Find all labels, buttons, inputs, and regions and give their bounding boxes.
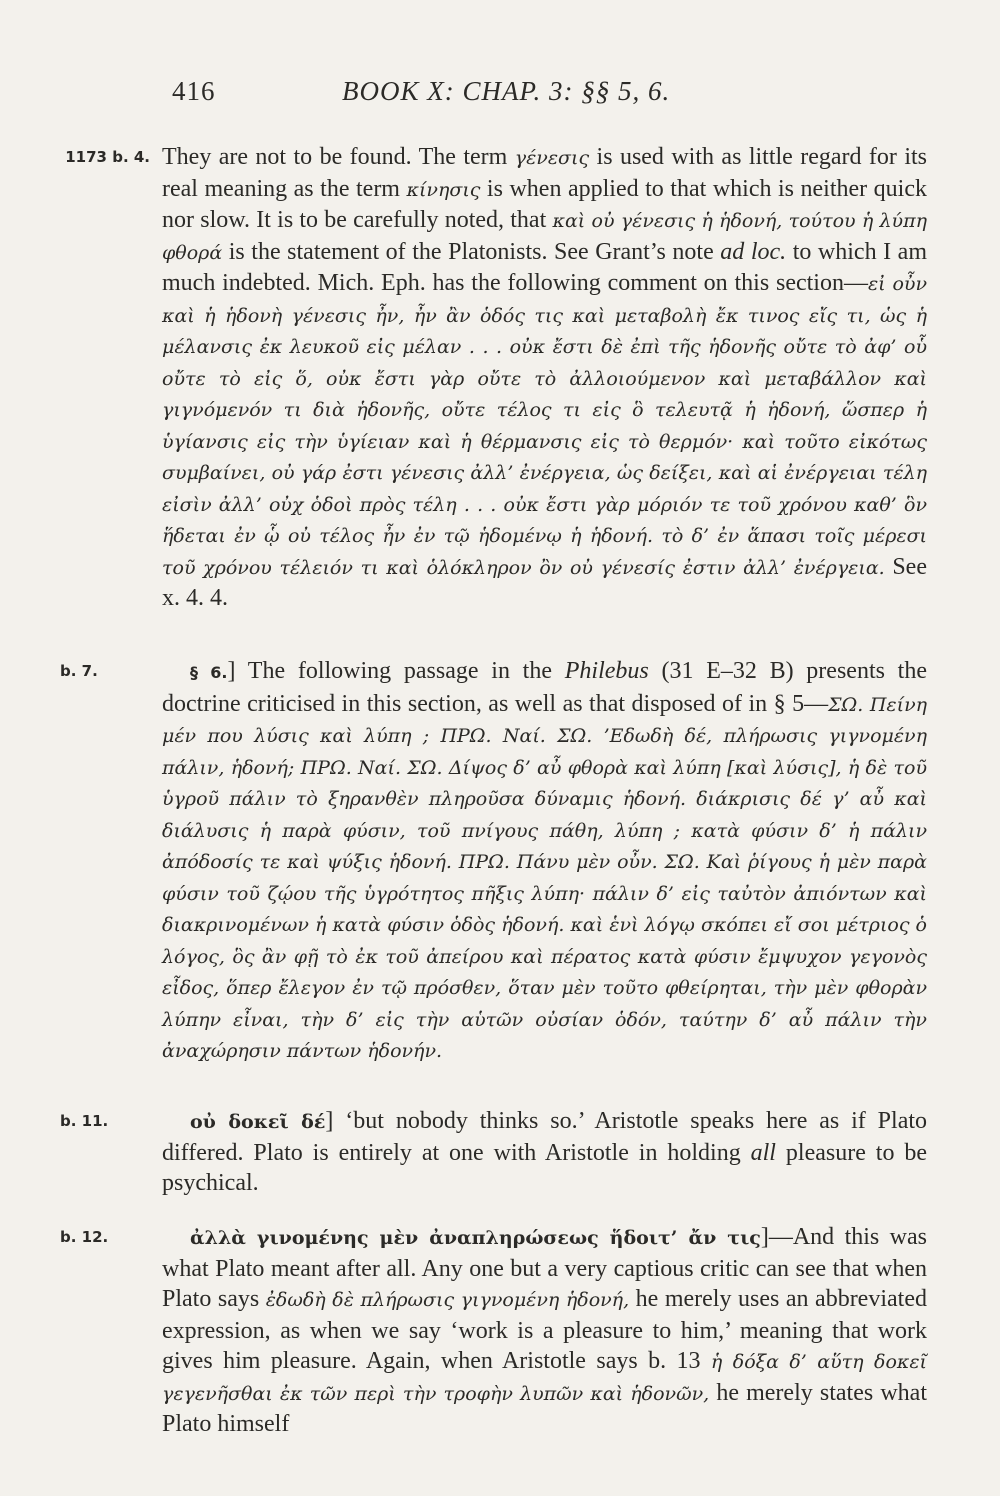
line-reference: b. 12. (60, 1228, 109, 1246)
italic-title: Philebus (564, 658, 649, 684)
running-title: BOOK X: CHAP. 3: §§ 5, 6. (342, 76, 671, 106)
greek-term: γένεσις (514, 147, 590, 169)
note-entry-b7 (60, 656, 928, 1067)
note-entry-b4 (65, 142, 928, 614)
line-reference: 1173 b. 4. (65, 148, 150, 166)
note-entry-b11 (60, 1106, 928, 1199)
greek-quote: ἡ δόξα δ’ αὕτη δοκεῖ γεγενῆσθαι ἐκ τῶν περὶ τὴν τροφὴν λυπῶν καὶ ἡδονῶν, (162, 1351, 927, 1405)
note-entry-b12 (60, 1222, 927, 1440)
italic-word: all (750, 1139, 776, 1166)
greek-lemma: ἀλλὰ γινομένης μὲν ἀναπληρώσεως ἥδοιτ’ ἄν τις (190, 1227, 761, 1249)
italic-phrase: ad loc. (720, 238, 787, 265)
line-reference: b. 11. (60, 1112, 109, 1130)
section-mark: § 6. (190, 663, 228, 682)
greek-quote: καὶ οὐ γένεσις ἡ ἡδονή, τούτου ἡ λύπη φθορά (162, 210, 927, 264)
note-text: They are not to be found. The term γένεσις is used with as little regard for its real meaning as the term κίνησις is when applied to that which is neither quick nor slow. It is to be carefully noted, that καὶ οὐ γένεσις ἡ ἡδονή, τούτου ἡ λύπη φθορά is the statement of the Platonists. See Grant’s note ad loc. to which I am much indebted. Mich. Eph. has the following comment on this section—εἰ οὖν καὶ ἡ ἡδονὴ γένεσις ἦν, ἦν ἂν ὁδός τις καὶ μεταβολὴ ἔκ τινος εἴς τι, ὡς ἡ μέλανσις ἐκ λευκοῦ εἰς μέλαν . . . οὐκ ἔστι δὲ ἐπὶ τῆς ἡδονῆς οὔτε τὸ ἀφ’ οὗ οὔτε τὸ εἰς ὅ, οὐκ ἔστι γὰρ οὔτε τὸ ἀλλοιούμενον καὶ μεταβάλλον καὶ γιγνόμενόν τι διὰ ἡδονῆς, οὔτε τέλος τι εἰς ὃ τελευτᾷ ἡ ἡδονή, ὥσπερ ἡ ὑγίανσις εἰς τὴν ὑγίειαν καὶ ἡ θέρμανσις εἰς τὸ θερμόν· καὶ τοῦτο εἰκότως συμβαίνει, οὐ γάρ ἐστι γένεσις ἀλλ’ ἐνέργεια, ὡς δείξει, καὶ αἱ ἐνέργειαι τέλη εἰσὶν ἀλλ’ οὐχ ὁδοὶ πρὸς τέλη . . . οὐκ ἔστι γὰρ μόριόν τε τοῦ χρόνου καθ’ ὃν ἥδεται ἐν ᾧ οὐ τέλος ἦν ἐν τῷ ἡδομένῳ ἡ ἡδονή. τὸ δ’ ἐν ἅπασι τοῖς μέρεσι τοῦ χρόνου τέλειόν τι καὶ ὁλόκληρον ὂν οὐ γένεσίς ἐστιν ἀλλ’ ἐνέργεια. See x. 4. 4. (162, 144, 928, 611)
page-number: 416 (172, 76, 216, 106)
greek-dialogue: ΣΩ. Πείνη μέν που λύσις καὶ λύπη ; ΠΡΩ. Ναί. ΣΩ. ’Εδωδὴ δέ, πλήρωσις γιγνομένη πάλιν, ἡδονή; ΠΡΩ. Ναί. ΣΩ. Δίψος δ’ αὖ φθορὰ καὶ λύπη [καὶ λύσις], ἡ δὲ τοῦ ὑγροῦ πάλιν τὸ ξηρανθὲν πληροῦσα δύναμις ἡδονή. διάκρισις δέ γ’ αὖ καὶ διάλυσις ἡ παρὰ φύσιν, τοῦ πνίγους πάθη, λύπη ; κατὰ φύσιν δ’ ἡ πάλιν ἀπόδοσίς τε καὶ ψύξις ἡδονή. ΠΡΩ. Πάνυ μὲν οὖν. ΣΩ. Καὶ ῥίγους ἡ μὲν παρὰ φύσιν τοῦ ζῴου τῆς ὑγρότητος πῆξις λύπη· πάλιν δ’ εἰς ταὐτὸν ἀπιόντων καὶ διακρινομένων ἡ κατὰ φύσιν ὁδὸς ἡδονή. καὶ ἑνὶ λόγῳ σκόπει εἴ σοι μέτριος ὁ λόγος, ὃς ἂν φῇ τὸ ἐκ τοῦ ἀπείρου καὶ πέρατος κατὰ φύσιν ἔμψυχον γεγονὸς εἶδος, ὅπερ ἔλεγον ἐν τῷ πρόσθεν, ὅταν μὲν τοῦτο φθείρηται, τὴν μὲν φθορὰν λύπην εἶναι, τὴν δ’ εἰς τὴν αὑτῶν οὐσίαν ὁδόν, ταύτην δ’ αὖ πάλιν τὴν ἀναχώρησιν πάντων ἡδονήν. (162, 693, 928, 1062)
note-text: οὐ δοκεῖ δέ] ‘but nobody thinks so.’ Aristotle speaks here as if Plato differed. Plato is entirely at one with Aristotle in holding all pleasure to be psychical. (162, 1108, 928, 1196)
line-reference: b. 7. (60, 662, 98, 680)
greek-term: κίνησις (406, 178, 481, 201)
note-text: ἀλλὰ γινομένης μὲν ἀναπληρώσεως ἥδοιτ’ ἄν τις]—And this was what Plato meant after all. Any one but a very captious critic can see that when Plato says ἐδωδὴ δὲ πλήρωσις γιγνομένη ἡδονή, he merely uses an abbreviated expression, as when we say ‘work is a pleasure to him,’ meaning that work gives him pleasure. Again, when Aristotle says b. 13 ἡ δόξα δ’ αὕτη δοκεῖ γεγενῆσθαι ἐκ τῶν περὶ τὴν τροφὴν λυπῶν καὶ ἡδονῶν, he merely states what Plato himself (162, 1224, 927, 1437)
greek-commentary: εἰ οὖν καὶ ἡ ἡδονὴ γένεσις ἦν, ἦν ἂν ὁδός τις καὶ μεταβολὴ ἔκ τινος εἴς τι, ὡς ἡ μέλανσις ἐκ λευκοῦ εἰς μέλαν . . . οὐκ ἔστι δὲ ἐπὶ τῆς ἡδονῆς οὔτε τὸ ἀφ’ οὗ οὔτε τὸ εἰς ὅ, οὐκ ἔστι γὰρ οὔτε τὸ ἀλλοιούμενον καὶ μεταβάλλον καὶ γιγνόμενόν τι διὰ ἡδονῆς, οὔτε τέλος τι εἰς ὃ τελευτᾷ ἡ ἡδονή, ὥσπερ ἡ ὑγίανσις εἰς τὴν ὑγίειαν καὶ ἡ θέρμανσις εἰς τὸ θερμόν· καὶ τοῦτο εἰκότως συμβαίνει, οὐ γάρ ἐστι γένεσις ἀλλ’ ἐνέργεια, ὡς δείξει, καὶ αἱ ἐνέργειαι τέλη εἰσὶν ἀλλ’ οὐχ ὁδοὶ πρὸς τέλη . . . οὐκ ἔστι γὰρ μόριόν τε τοῦ χρόνου καθ’ ὃν ἥδεται ἐν ᾧ οὐ τέλος ἦν ἐν τῷ ἡδομένῳ ἡ ἡδονή. τὸ δ’ ἐν ἅπασι τοῖς μέρεσι τοῦ χρόνου τέλειόν τι καὶ ὁλόκληρον ὂν οὐ γένεσίς ἐστιν ἀλλ’ ἐνέργεια. (162, 273, 928, 579)
note-text: § 6.] The following passage in the Philebus (31 E–32 B) presents the doctrine criticised in this section, as well as that disposed of in § 5—ΣΩ. Πείνη μέν που λύσις καὶ λύπη ; ΠΡΩ. Ναί. ΣΩ. ’Εδωδὴ δέ, πλήρωσις γιγνομένη πάλιν, ἡδονή; ΠΡΩ. Ναί. ΣΩ. Δίψος δ’ αὖ φθορὰ καὶ λύπη [καὶ λύσις], ἡ δὲ τοῦ ὑγροῦ πάλιν τὸ ξηρανθὲν πληροῦσα δύναμις ἡδονή. διάκρισις δέ γ’ αὖ καὶ διάλυσις ἡ παρὰ φύσιν, τοῦ πνίγους πάθη, λύπη ; κατὰ φύσιν δ’ ἡ πάλιν ἀπόδοσίς τε καὶ ψύξις ἡδονή. ΠΡΩ. Πάνυ μὲν οὖν. ΣΩ. Καὶ ῥίγους ἡ μὲν παρὰ φύσιν τοῦ ζῴου τῆς ὑγρότητος πῆξις λύπη· πάλιν δ’ εἰς ταὐτὸν ἀπιόντων καὶ διακρινομένων ἡ κατὰ φύσιν ὁδὸς ἡδονή. καὶ ἑνὶ λόγῳ σκόπει εἴ σοι μέτριος ὁ λόγος, ὃς ἂν φῇ τὸ ἐκ τοῦ ἀπείρου καὶ πέρατος κατὰ φύσιν ἔμψυχον γεγονὸς εἶδος, ὅπερ ἔλεγον ἐν τῷ πρόσθεν, ὅταν μὲν τοῦτο φθείρηται, τὴν μὲν φθορὰν λύπην εἶναι, τὴν δ’ εἰς τὴν αὑτῶν οὐσίαν ὁδόν, ταύτην δ’ αὖ πάλιν τὴν ἀναχώρησιν πάντων ἡδονήν. (162, 658, 928, 1062)
greek-quote: ἐδωδὴ δὲ πλήρωσις γιγνομένη ἡδονή, (265, 1289, 630, 1311)
greek-lemma: οὐ δοκεῖ δέ (190, 1111, 326, 1133)
